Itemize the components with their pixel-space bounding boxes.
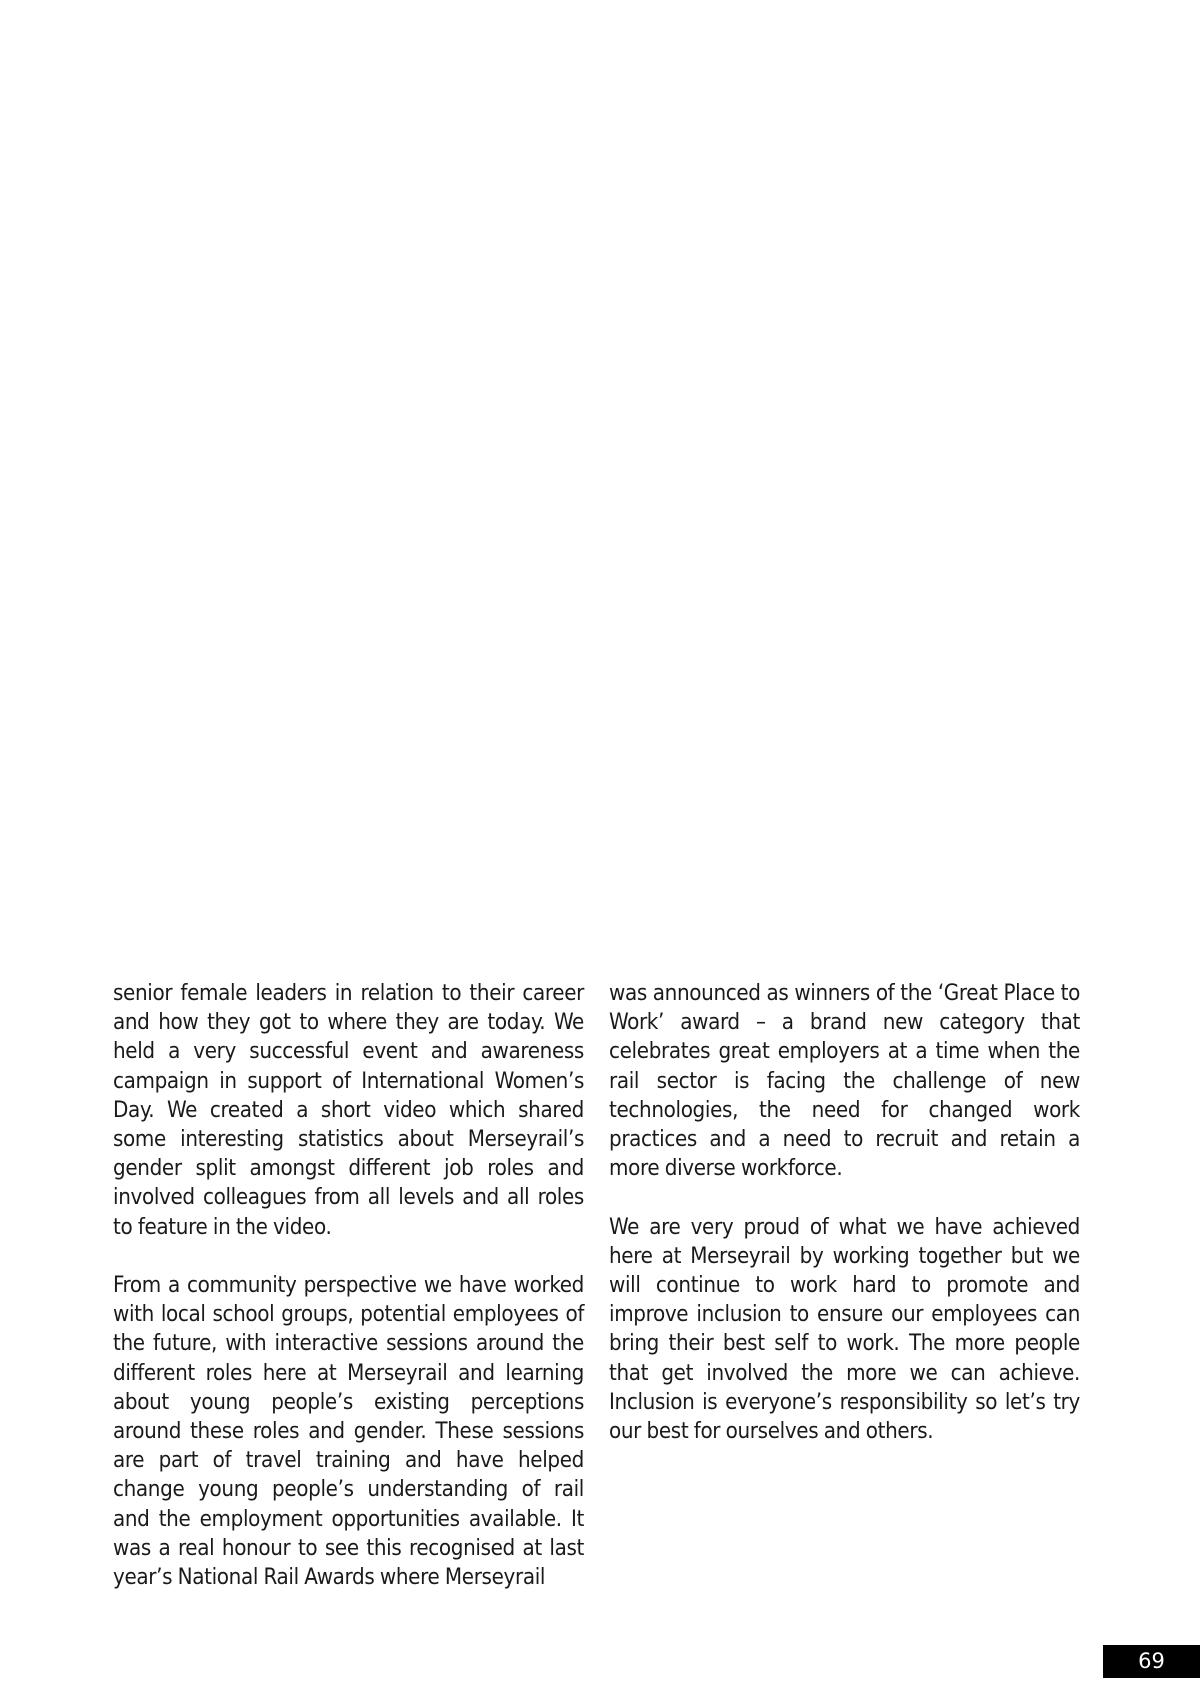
left-paragraph-1: senior female leaders in relation to their career and how they got to where they are today. We held a very successful event and awareness campaign in support of International Women’s Day. We created a short video which shared some interesting statistics about Merseyrail’s gender split amongst different job roles and involved colleagues from all levels and all roles to feature in the video. xyxy=(113,980,584,1240)
page-number-badge: 69 xyxy=(1103,1645,1200,1678)
right-paragraph-2: We are very proud of what we have achieved here at Merseyrail by working together but we will continue to work hard to promote and improve inclusion to ensure our employees can bring their best self to work. The more people that get involved the more we can achieve. Inclusion is everyone’s responsibility so let’s try our best for ourselves and others. xyxy=(609,1213,1080,1445)
left-paragraph-2: From a community perspective we have worked with local school groups, potential employees of the future, with interactive sessions around the different roles here at Merseyrail and learning about young people’s existing perceptions around these roles and gender. These sessions are part of travel training and have helped change young people’s understanding of rail and the employment opportunities available. It was a real honour to see this recognised at last year’s National Rail Awards where Merseyrail xyxy=(113,1272,584,1591)
left-text-column xyxy=(113,979,584,1592)
right-text-column xyxy=(609,979,1080,1446)
right-paragraph-1: was announced as winners of the ‘Great Place to Work’ award – a brand new category that celebrates great employers at a time when the rail sector is facing the challenge of new technologies, the need for changed work practices and a need to recruit and retain a more diverse workforce. xyxy=(609,980,1080,1182)
